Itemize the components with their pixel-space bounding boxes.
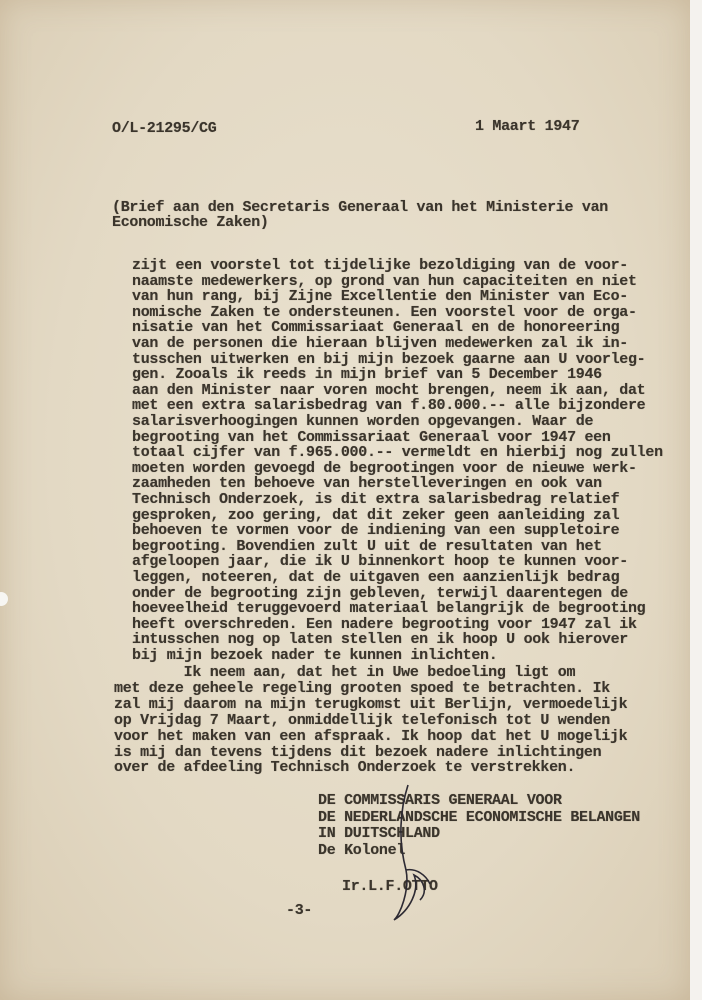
addressee-line: (Brief aan den Secretaris Generaal van het Ministerie van bbox=[112, 199, 608, 216]
handwritten-signature bbox=[380, 780, 450, 930]
body-line: aan den Minister naar voren mocht brengen, neem ik aan, dat bbox=[132, 381, 646, 399]
body-line: is mij dan tevens tijdens dit bezoek nadere inlichtingen bbox=[114, 743, 602, 761]
body-line: leggen, noteeren, dat de uitgaven een aanzienlijk bedrag bbox=[132, 569, 620, 586]
punch-hole bbox=[0, 592, 8, 606]
body-line: zaamheden ten behoeve van herstelleveringen en ook van bbox=[132, 475, 602, 493]
body-line: van hun rang, bij Zijne Excellentie den Minister van Eco- bbox=[132, 288, 628, 306]
body-line: tusschen uitwerken en bij mijn bezoek gaarne aan U voorleg- bbox=[132, 350, 646, 368]
body-line: voor het maken van een afspraak. Ik hoop dat het U mogelijk bbox=[114, 727, 628, 745]
signature-block-line: DE NEDERLANDSCHE ECONOMISCHE BELANGEN bbox=[318, 808, 640, 826]
body-line: heeft overschreden. Een nadere begrooting voor 1947 zal ik bbox=[132, 615, 637, 633]
body-line: begrooting van het Commissariaat Generaal voor 1947 een bbox=[132, 428, 611, 446]
body-line: Ik neem aan, dat het in Uwe bedoeling ligt om bbox=[114, 664, 576, 681]
body-line: totaal cijfer van f.965.000.-- vermeldt en hierbij nog zullen bbox=[132, 444, 663, 462]
signatory-name: Ir.L.F.OTTO bbox=[342, 878, 438, 895]
addressee-line: Economische Zaken) bbox=[112, 214, 269, 231]
body-line: naamste medewerkers, op grond van hun capaciteiten en niet bbox=[132, 272, 637, 290]
body-line: nomische Zaken te ondersteunen. Een voorstel voor de orga- bbox=[132, 303, 637, 321]
body-line: zijt een voorstel tot tijdelijke bezoldiging van de voor- bbox=[132, 257, 628, 274]
body-line: van de personen die hieraan blijven medewerken zal ik in- bbox=[132, 335, 628, 352]
body-line: met een extra salarisbedrag van f.80.000.-- alle bijzondere bbox=[132, 397, 646, 415]
body-line: gesproken, zoo gering, dat dit zeker geen aanleiding zal bbox=[132, 506, 620, 524]
body-line: nisatie van het Commissariaat Generaal en de honoreering bbox=[132, 319, 620, 337]
body-line: met deze geheele regeling grooten spoed te betrachten. Ik bbox=[114, 679, 610, 697]
body-line: zal mij daarom na mijn terugkomst uit Berlijn, vermoedelijk bbox=[114, 695, 628, 713]
signature-block-line: IN DUITSCHLAND bbox=[318, 825, 440, 842]
body-line: bij mijn bezoek nader te kunnen inlichten. bbox=[132, 647, 498, 664]
body-line: behoeven te vormen voor de indiening van een suppletoire bbox=[132, 522, 620, 540]
body-line: moeten worden gevoegd de begrootingen voor de nieuwe werk- bbox=[132, 459, 637, 477]
body-line: op Vrijdag 7 Maart, onmiddellijk telefonisch tot U wenden bbox=[114, 711, 610, 729]
signature-block-line: DE COMMISSARIS GENERAAL VOOR bbox=[318, 792, 562, 809]
signature-block-line: De Kolonel bbox=[318, 841, 406, 859]
body-line: onder de begrooting zijn gebleven, terwijl daarentegen de bbox=[132, 584, 628, 602]
body-line: hoeveelheid teruggevoerd materiaal belangrijk de begrooting bbox=[132, 600, 646, 618]
reference-number: O/L-21295/CG bbox=[112, 120, 217, 137]
page-number: -3- bbox=[286, 902, 313, 919]
body-line: Technisch Onderzoek, is dit extra salarisbedrag relatief bbox=[132, 491, 620, 508]
body-line: afgeloopen jaar, die ik U binnenkort hoop te kunnen voor- bbox=[132, 553, 628, 571]
body-line: intusschen nog op laten stellen en ik hoop U ook hierover bbox=[132, 631, 628, 649]
body-line: salarisverhoogingen kunnen worden opgevangen. Waar de bbox=[132, 413, 594, 430]
letter-date: 1 Maart 1947 bbox=[475, 118, 580, 135]
body-line: begrooting. Bovendien zult U uit de resultaten van het bbox=[132, 537, 602, 555]
body-line: over de afdeeling Technisch Onderzoek te verstrekken. bbox=[114, 759, 576, 777]
body-line: gen. Zooals ik reeds in mijn brief van 5 December 1946 bbox=[132, 366, 602, 384]
